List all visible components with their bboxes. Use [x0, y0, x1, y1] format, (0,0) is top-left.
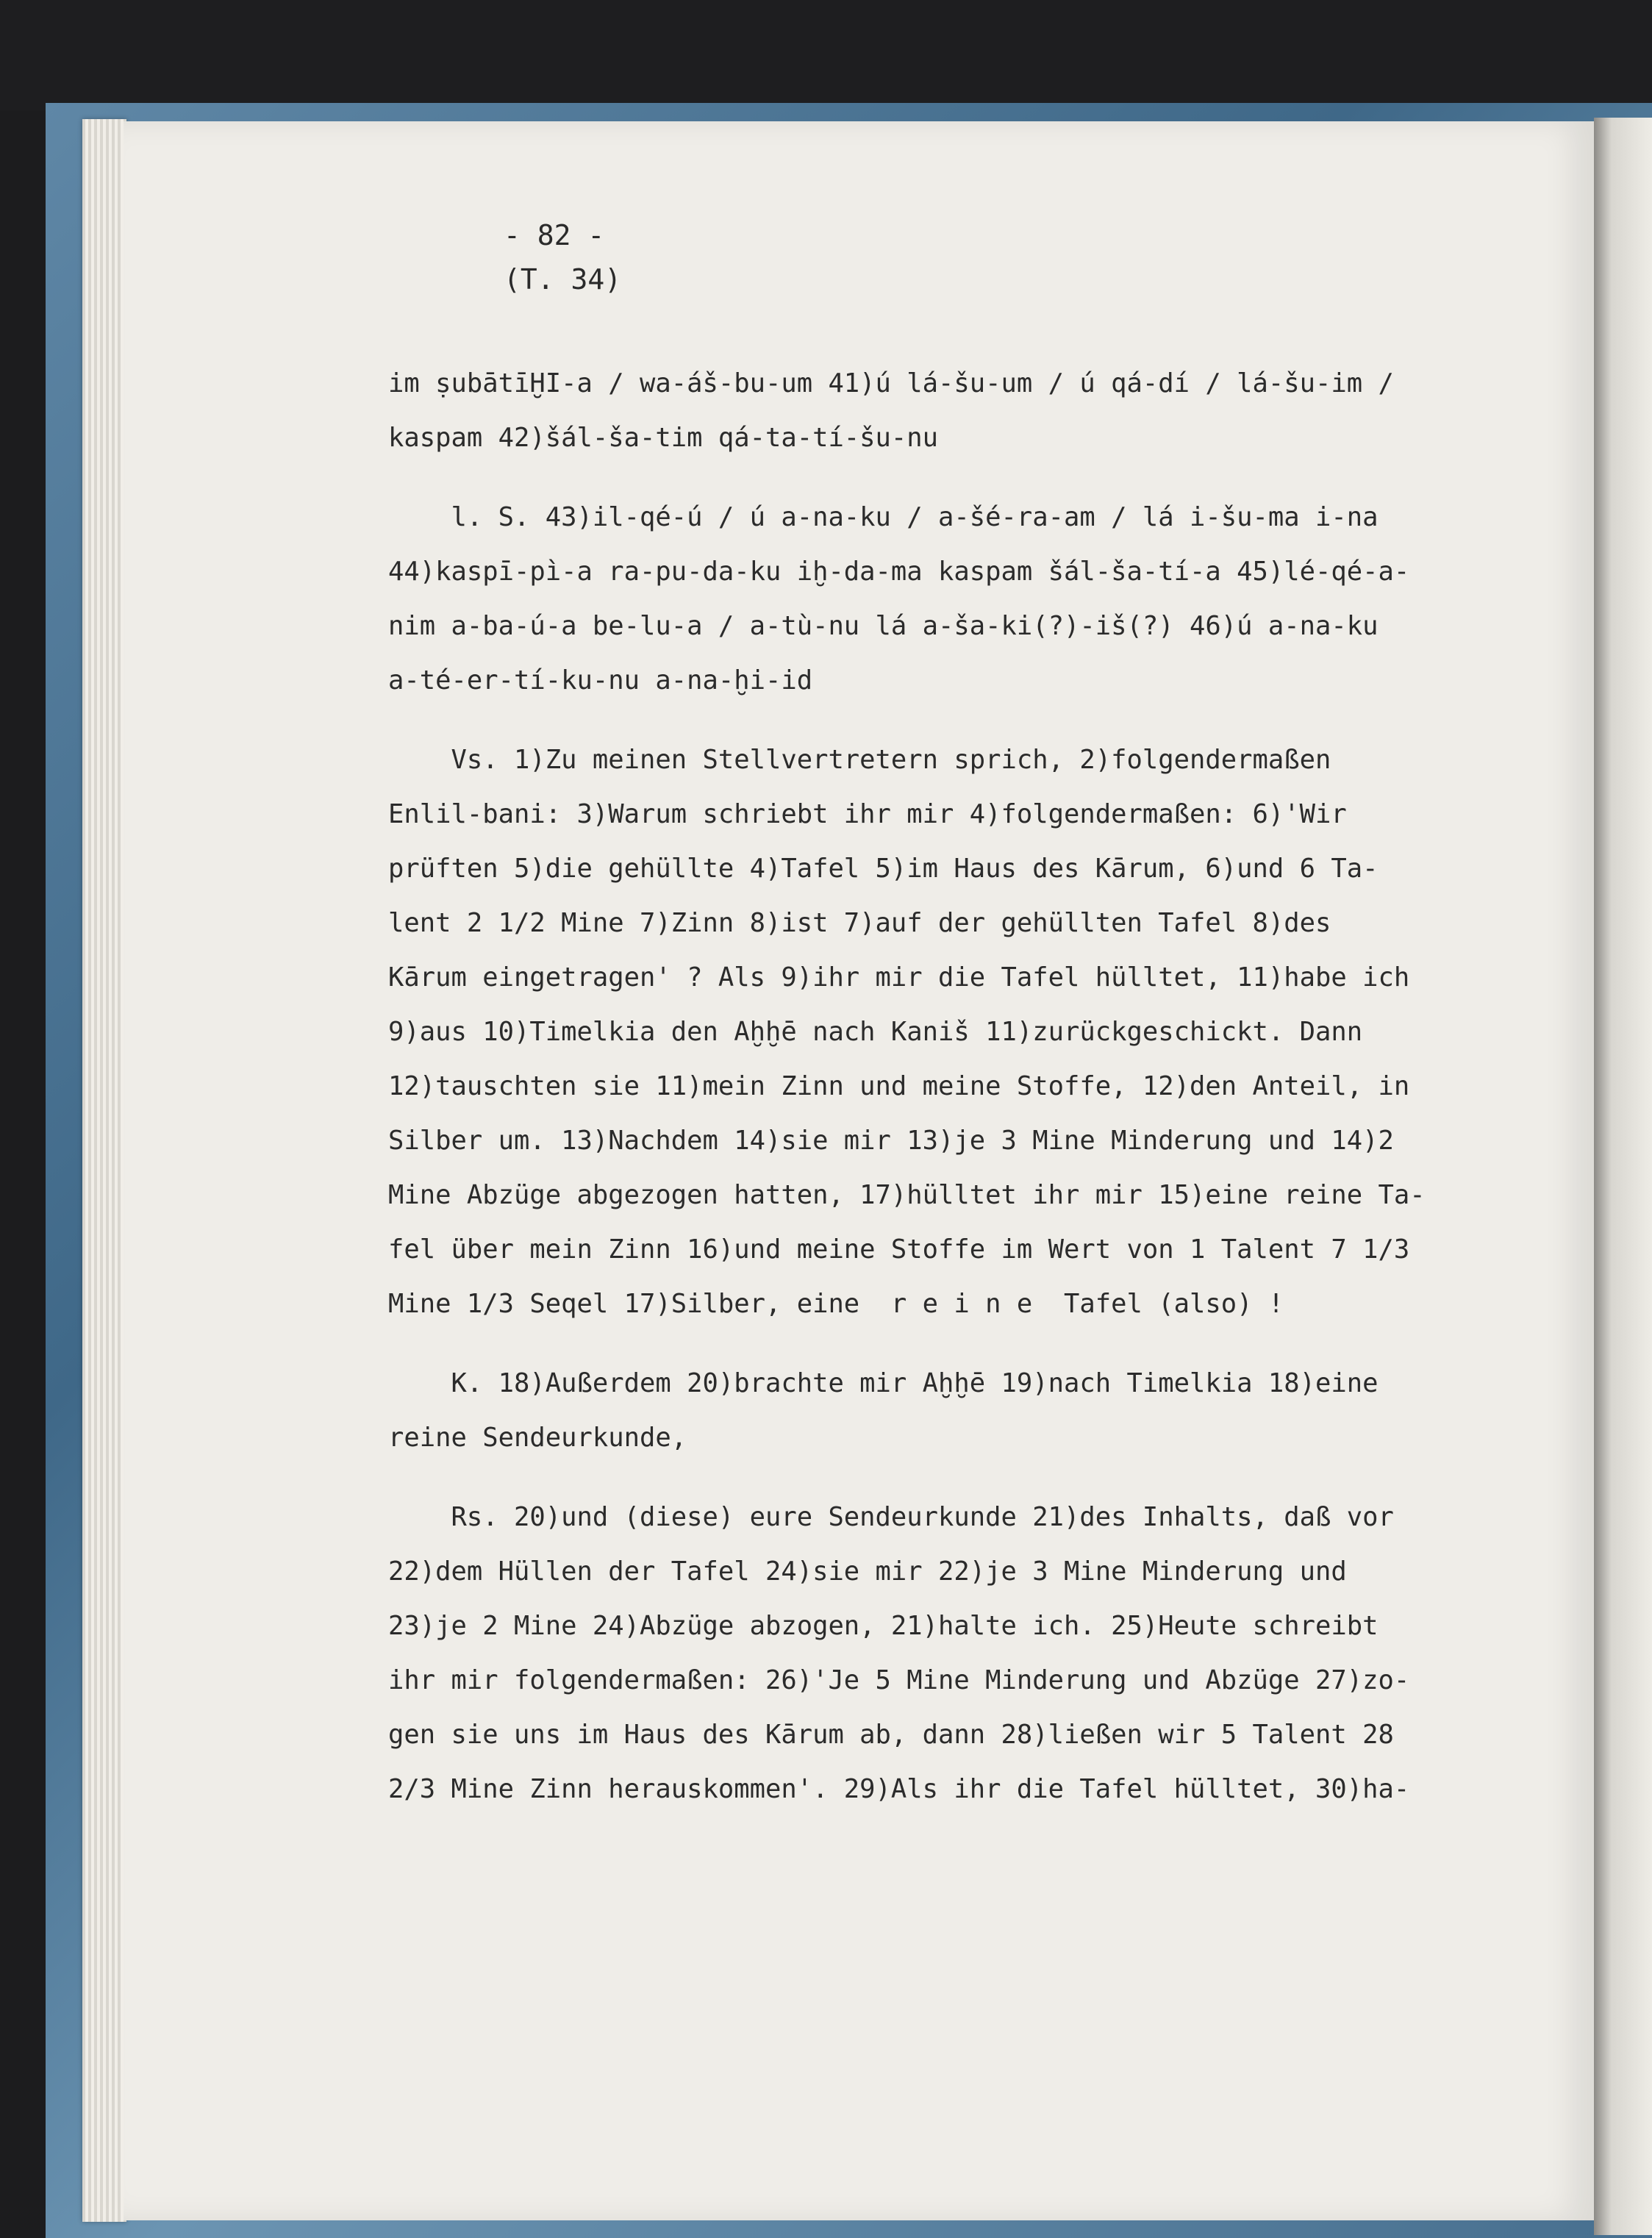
text-line: Mine Abzüge abgezogen hatten, 17)hülltet ihr mir 15)eine reine Ta- — [388, 1180, 1426, 1210]
text-line: 44)kaspī-pì-a ra-pu-da-ku iḫ-da-ma kaspam šál-ša-tí-a 45)lé-qé-a- — [388, 557, 1410, 587]
text-line: kaspam 42)šál-ša-tim qá-ta-tí-šu-nu — [388, 423, 939, 453]
paragraph-transliteration-end — [388, 357, 1476, 465]
text-line: reine Sendeurkunde, — [388, 1423, 687, 1453]
text-line: Enlil-bani: 3)Warum schriebt ihr mir 4)folgendermaßen: 6)'Wir — [388, 799, 1347, 829]
text-line: 9)aus 10)Timelkia den Aḫḫē nach Kaniš 11)zurückgeschickt. Dann — [388, 1017, 1363, 1047]
text-line: fel über mein Zinn 16)und meine Stoffe im Wert von 1 Talent 7 1/3 — [388, 1234, 1410, 1265]
text-line: 12)tauschten sie 11)mein Zinn und meine Stoffe, 12)den Anteil, in — [388, 1071, 1410, 1101]
page-edges — [82, 119, 126, 2222]
text-line: gen sie uns im Haus des Kārum ab, dann 28)ließen wir 5 Talent 28 — [388, 1720, 1394, 1750]
tablet-number: (T. 34) — [504, 263, 622, 296]
text-line: Rs. 20)und (diese) eure Sendeurkunde 21)des Inhalts, daß vor — [388, 1502, 1394, 1532]
text-line: 22)dem Hüllen der Tafel 24)sie mir 22)je 3 Mine Minderung und — [388, 1556, 1347, 1587]
page-number: - 82 - — [504, 219, 605, 251]
text-line: lent 2 1/2 Mine 7)Zinn 8)ist 7)auf der gehüllten Tafel 8)des — [388, 908, 1331, 938]
text-line: im ṣubātīḪI-a / wa-áš-bu-um 41)ú lá-šu-um / ú qá-dí / lá-šu-im / — [388, 368, 1394, 398]
text-line: Silber um. 13)Nachdem 14)sie mir 13)je 3 Mine Minderung und 14)2 — [388, 1126, 1394, 1156]
text-line: K. 18)Außerdem 20)brachte mir Aḫḫē 19)nach Timelkia 18)eine — [388, 1368, 1379, 1398]
text-line: ihr mir folgendermaßen: 26)'Je 5 Mine Minderung und Abzüge 27)zo- — [388, 1665, 1410, 1695]
paragraph-translation-reverse — [388, 1490, 1476, 1817]
text-line: l. S. 43)il-qé-ú / ú a-na-ku / a-šé-ra-am / lá i-šu-ma i-na — [388, 502, 1379, 532]
text-line: nim a-ba-ú-a be-lu-a / a-tù-nu lá a-ša-ki(?)-iš(?) 46)ú a-na-ku — [388, 611, 1379, 641]
text-line: 23)je 2 Mine 24)Abzüge abzogen, 21)halte ich. 25)Heute schreibt — [388, 1611, 1379, 1641]
text-line: a-té-er-tí-ku-nu a-na-ḫi-id — [388, 665, 813, 696]
book-gutter — [1594, 118, 1652, 2235]
paragraph-translation-obverse — [388, 733, 1476, 1331]
body-text — [388, 357, 1476, 1817]
text-line: Mine 1/3 Seqel 17)Silber, eine r e i n e Tafel (also) ! — [388, 1289, 1284, 1319]
paragraph-transliteration-left-side — [388, 490, 1476, 708]
page-header — [504, 213, 621, 301]
text-line: prüften 5)die gehüllte 4)Tafel 5)im Haus des Kārum, 6)und 6 Ta- — [388, 854, 1379, 884]
background-dark — [0, 0, 1652, 110]
text-line: Vs. 1)Zu meinen Stellvertretern sprich, 2)folgendermaßen — [388, 745, 1331, 775]
text-line: Kārum eingetragen' ? Als 9)ihr mir die Tafel hülltet, 11)habe ich — [388, 962, 1410, 993]
text-line: 2/3 Mine Zinn herauskommen'. 29)Als ihr die Tafel hülltet, 30)ha- — [388, 1774, 1410, 1804]
paragraph-translation-edge — [388, 1356, 1476, 1465]
